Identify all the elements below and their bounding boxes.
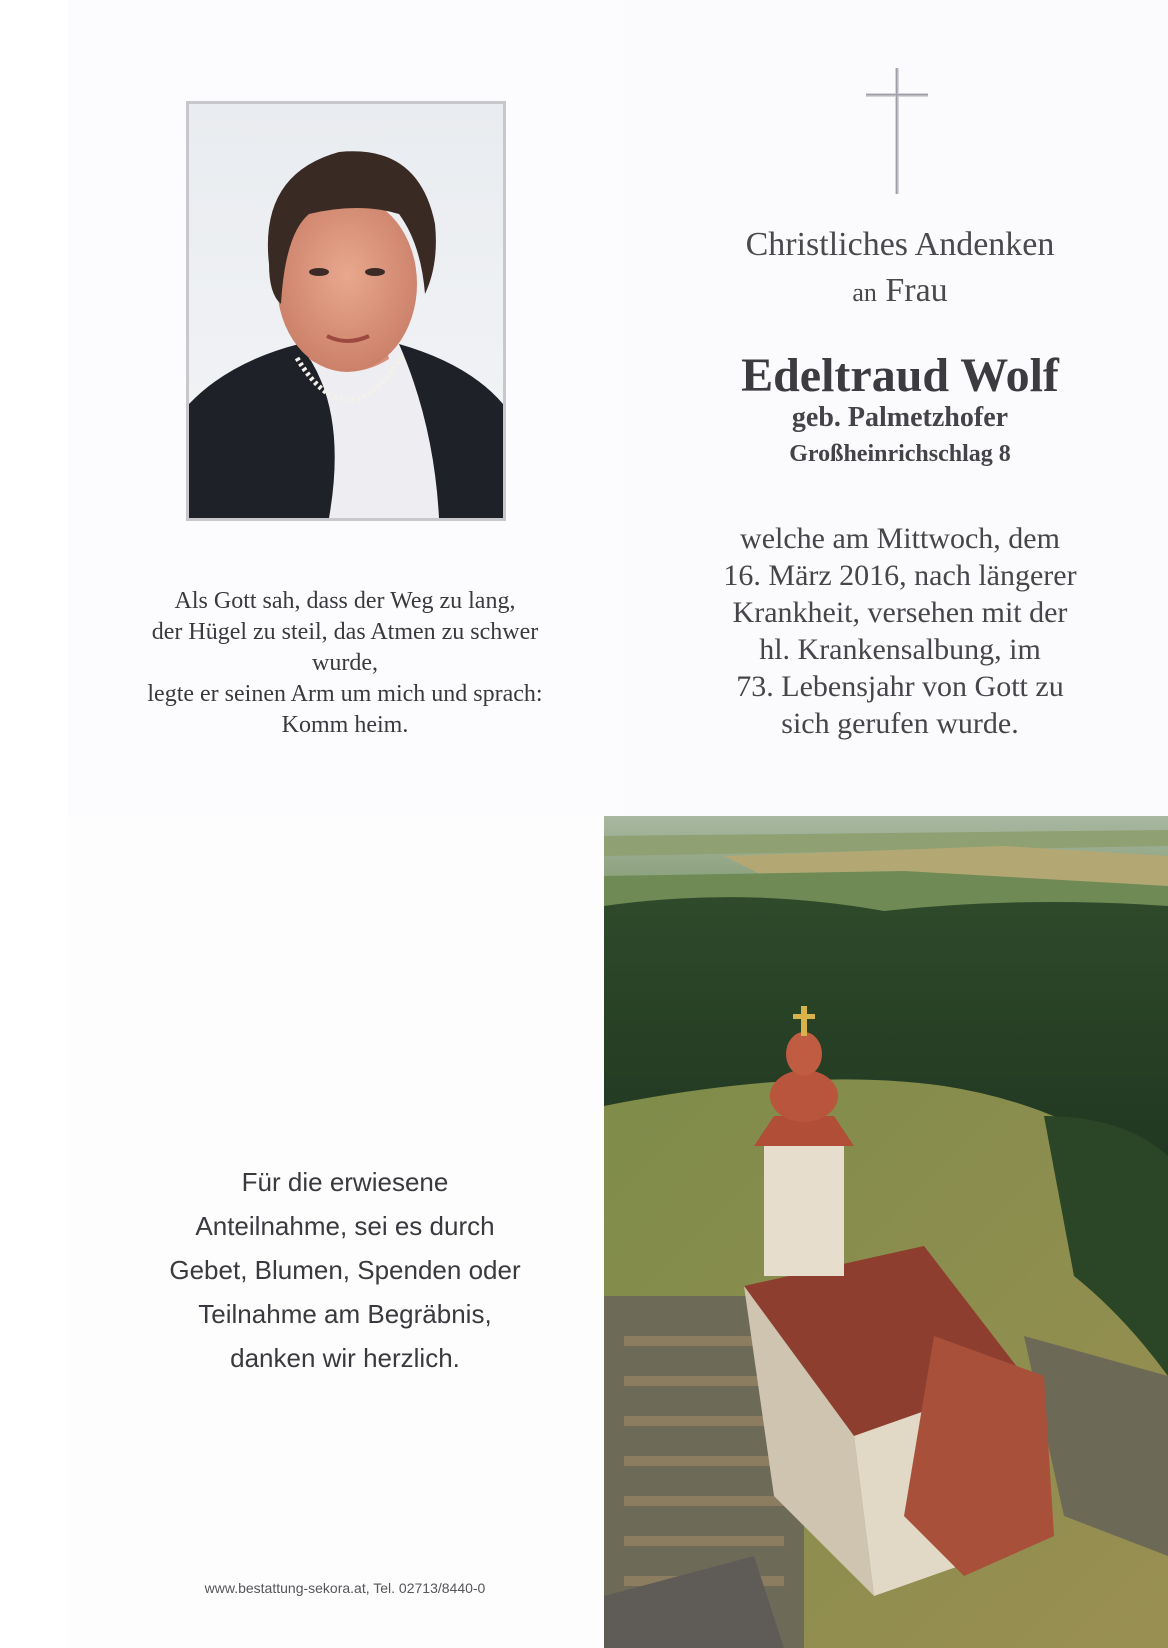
- thanks-line: danken wir herzlich.: [230, 1343, 460, 1373]
- death-announcement: [680, 520, 1120, 742]
- memorial-heading: [690, 222, 1110, 316]
- poem-line: Komm heim.: [281, 712, 409, 738]
- thanks-line: Gebet, Blumen, Spenden oder: [169, 1255, 521, 1285]
- death-text-line: hl. Krankensalbung, im: [759, 633, 1041, 666]
- thanks-line: Für die erwiesene: [241, 1167, 449, 1197]
- death-text-line: sich gerufen wurde.: [781, 707, 1019, 740]
- poem-line: der Hügel zu steil, das Atmen zu schwer: [151, 619, 539, 645]
- thanks-line: Teilnahme am Begräbnis,: [198, 1299, 492, 1329]
- funeral-home-contact: www.bestattung-sekora.at, Tel. 02713/8440-0: [204, 1580, 486, 1596]
- death-text-line: welche am Mittwoch, dem: [740, 522, 1060, 555]
- portrait-photo: [186, 101, 506, 521]
- poem-line: wurde,: [312, 650, 378, 676]
- maiden-name: geb. Palmetzhofer: [791, 402, 1009, 433]
- deceased-name: Edeltraud Wolf: [741, 349, 1059, 402]
- heading-an: an: [852, 278, 877, 307]
- aerial-church-photo: [604, 816, 1168, 1648]
- address: Großheinrichschlag 8: [789, 441, 1011, 467]
- poem-line: legte er seinen Arm um mich und sprach:: [147, 681, 543, 707]
- heading-line-1: Christliches Andenken: [745, 226, 1055, 263]
- heading-frau: Frau: [885, 272, 948, 309]
- thanks-text: [130, 1160, 560, 1380]
- poem-line: Als Gott sah, dass der Weg zu lang,: [174, 588, 516, 614]
- poem-text: [100, 586, 590, 741]
- death-text-line: 73. Lebensjahr von Gott zu: [736, 670, 1064, 703]
- thanks-line: Anteilnahme, sei es durch: [195, 1211, 495, 1241]
- death-text-line: Krankheit, versehen mit der: [732, 596, 1068, 629]
- cross-icon: [866, 68, 928, 194]
- death-text-line: 16. März 2016, nach längerer: [723, 559, 1077, 592]
